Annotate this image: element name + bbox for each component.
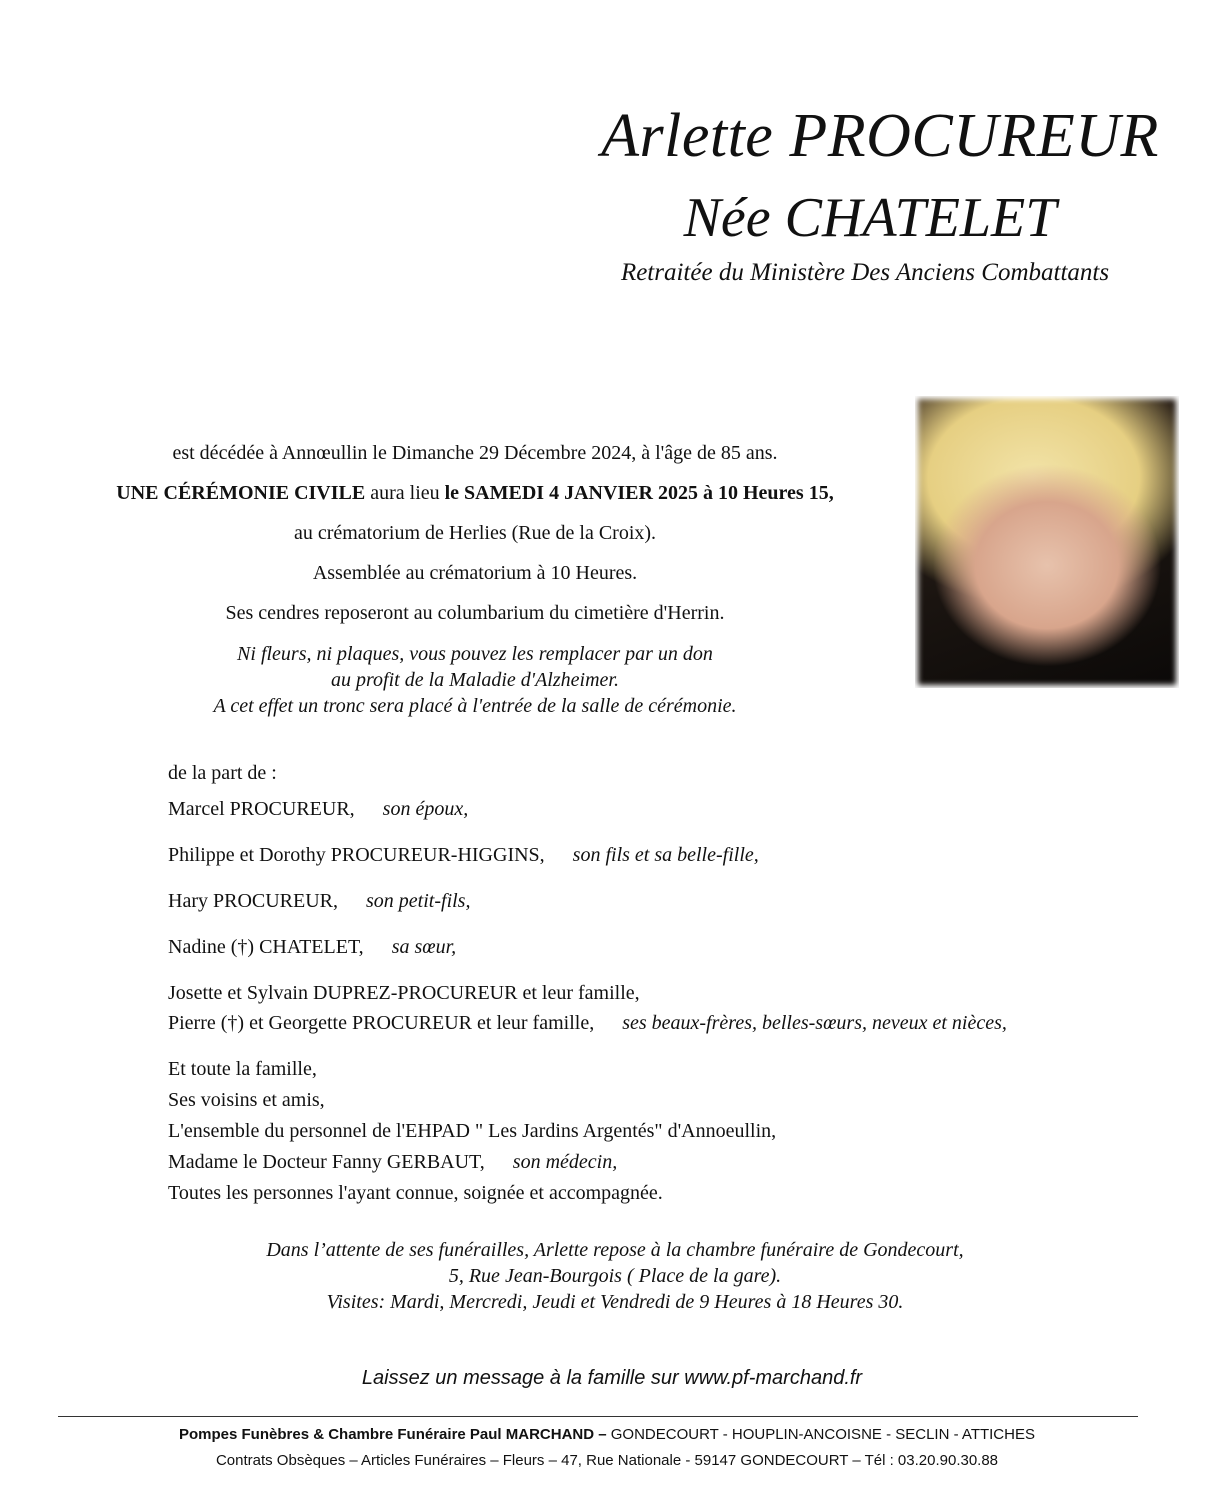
- other-name: Madame le Docteur Fanny GERBAUT,: [168, 1151, 485, 1173]
- other-line: [168, 1149, 617, 1175]
- family-member: [168, 980, 640, 1006]
- portrait-photo: [915, 396, 1179, 688]
- visitation-line-3: Visites: Mardi, Mercredi, Jeudi et Vendredi de 9 Heures à 18 Heures 30.: [326, 1291, 904, 1313]
- member-relation: ses beaux-frères, belles-sœurs, neveux et nièces,: [622, 1012, 1007, 1034]
- other-name: Toutes les personnes l'ayant connue, soignée et accompagnée.: [168, 1182, 663, 1204]
- family-intro: de la part de :: [168, 762, 277, 784]
- footer-company: [0, 1423, 1214, 1447]
- assembly-line: Assemblée au crématorium à 10 Heures.: [312, 562, 638, 584]
- visitation-line-1: Dans l’attente de ses funérailles, Arlette repose à la chambre funéraire de Gondecourt,: [266, 1239, 964, 1261]
- footer-services: Contrats Obsèques – Articles Funéraires – Fleurs – 47, Rue Nationale - 59147 GONDECOURT – Tél : 03.20.90.30.88: [215, 1452, 999, 1469]
- maiden-name: Née CHATELET: [683, 187, 1057, 249]
- member-relation: son petit-fils,: [366, 890, 471, 912]
- family-member: [168, 934, 456, 960]
- flowers-line-2: au profit de la Maladie d'Alzheimer.: [331, 669, 619, 691]
- other-relation: son médecin,: [512, 1151, 618, 1173]
- family-member: [168, 796, 468, 822]
- family-member: [168, 842, 759, 868]
- visitation-line-2: 5, Rue Jean-Bourgois ( Place de la gare).: [448, 1265, 782, 1287]
- footer-divider: [58, 1416, 1138, 1417]
- other-name: Ses voisins et amis,: [168, 1089, 325, 1111]
- ceremony-location: au crématorium de Herlies (Rue de la Croix).: [293, 522, 657, 544]
- family-member: [168, 888, 470, 914]
- ceremony-date: le SAMEDI 4 JANVIER 2025 à 10 Heures 15,: [444, 482, 834, 504]
- occupation: Retraitée du Ministère Des Anciens Combattants: [620, 259, 1110, 286]
- member-name: Philippe et Dorothy PROCUREUR-HIGGINS,: [168, 844, 545, 866]
- member-name: Josette et Sylvain DUPREZ-PROCUREUR et leur famille,: [168, 982, 640, 1004]
- family-member: [168, 1010, 1007, 1036]
- member-name: Hary PROCUREUR,: [168, 890, 339, 912]
- other-line: [168, 1056, 317, 1082]
- message-link: Laissez un message à la famille sur www.pf-marchand.fr: [361, 1367, 863, 1389]
- ceremony-line: [40, 480, 910, 506]
- member-name: Marcel PROCUREUR,: [168, 798, 355, 820]
- member-relation: son époux,: [382, 798, 469, 820]
- member-relation: son fils et sa belle-fille,: [572, 844, 759, 866]
- member-name: Nadine (†) CHATELET,: [168, 936, 364, 958]
- member-relation: sa sœur,: [391, 936, 457, 958]
- ceremony-type: UNE CÉRÉMONIE CIVILE: [116, 482, 366, 504]
- deceased-name: Arlette PROCUREUR: [601, 102, 1159, 170]
- other-line: [168, 1087, 325, 1113]
- death-line: est décédée à Annœullin le Dimanche 29 Décembre 2024, à l'âge de 85 ans.: [172, 442, 778, 464]
- other-name: Et toute la famille,: [168, 1058, 317, 1080]
- other-line: [168, 1180, 663, 1206]
- footer-company-name: Pompes Funèbres & Chambre Funéraire Paul MARCHAND –: [179, 1426, 607, 1443]
- footer-company-locations: GONDECOURT - HOUPLIN-ANCOISNE - SECLIN - ATTICHES: [606, 1426, 1035, 1443]
- other-line: [168, 1118, 776, 1144]
- ceremony-mid: aura lieu: [365, 482, 445, 504]
- flowers-line-1: Ni fleurs, ni plaques, vous pouvez les remplacer par un don: [237, 643, 713, 665]
- other-name: L'ensemble du personnel de l'EHPAD " Les Jardins Argentés" d'Annoeullin,: [168, 1120, 777, 1142]
- ashes-line: Ses cendres reposeront au columbarium du cimetière d'Herrin.: [225, 602, 725, 624]
- flowers-line-3: A cet effet un tronc sera placé à l'entrée de la salle de cérémonie.: [213, 695, 737, 717]
- member-name: Pierre (†) et Georgette PROCUREUR et leur famille,: [168, 1012, 595, 1034]
